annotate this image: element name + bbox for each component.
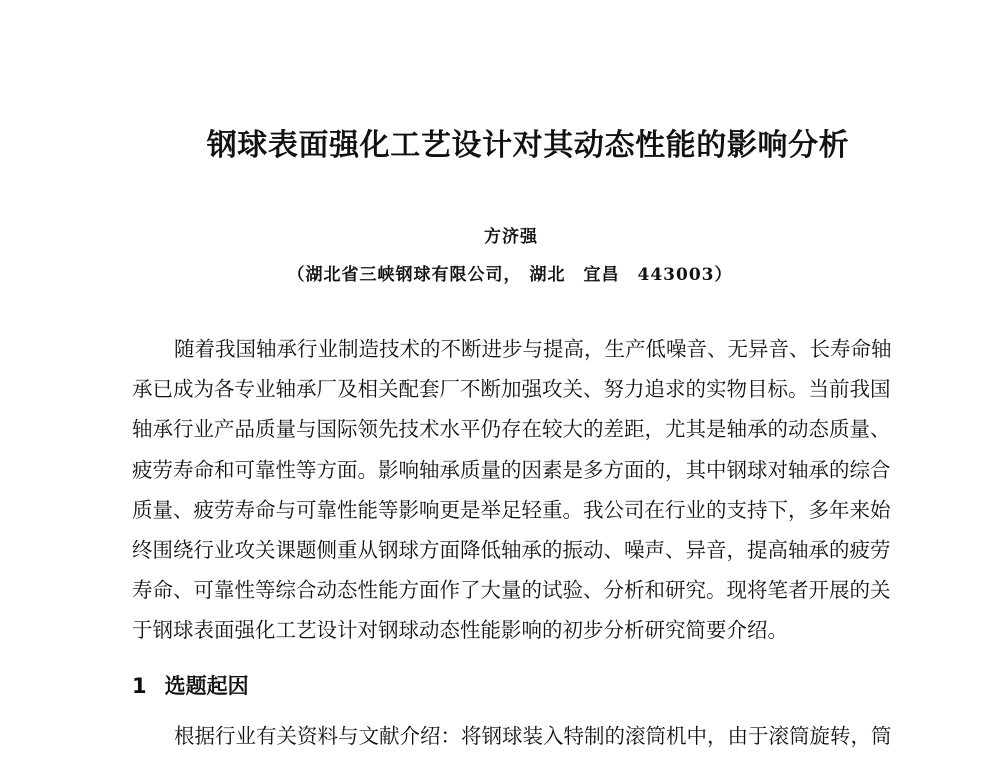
paragraph-line: 轴承行业产品质量与国际领先技术水平仍存在较大的差距，尤其是轴承的动态质量、: [132, 417, 891, 442]
section-title: 选题起因: [164, 674, 249, 698]
intro-paragraph: [132, 329, 892, 651]
section-paragraph-line: 根据行业有关资料与文献介绍：将钢球装入特制的滚筒机中，由于滚筒旋转，筒: [174, 724, 892, 748]
paragraph-line: 于钢球表面强化工艺设计对钢球动态性能影响的初步分析研究简要介绍。: [132, 618, 788, 643]
affiliation-city: 宜昌: [583, 265, 620, 285]
paragraph-line: 疲劳寿命和可靠性等方面。影响轴承质量的因素是多方面的，其中钢球对轴承的综合: [132, 457, 891, 482]
affiliation-postcode: 443003: [637, 265, 715, 285]
paragraph-line: 承已成为各专业轴承厂及相关配套厂不断加强攻关、努力追求的实物目标。当前我国: [132, 377, 891, 402]
affiliation-open-paren: （: [287, 265, 306, 285]
paragraph-line: 质量、疲劳寿命与可靠性能等影响更是举足轻重。我公司在行业的支持下，多年来始: [132, 497, 891, 522]
paper-title: 钢球表面强化工艺设计对其动态性能的影响分析: [206, 128, 850, 163]
section-number: 1: [132, 674, 147, 698]
affiliation-organization: 湖北省三峡钢球有限公司，: [305, 265, 522, 285]
author-name: 方济强: [484, 227, 538, 247]
paragraph-line: 随着我国轴承行业制造技术的不断进步与提高，生产低噪音、无异音、长寿命轴: [174, 337, 892, 361]
paragraph-line: 终围绕行业攻关课题侧重从钢球方面降低轴承的振动、噪声、异音，提高轴承的疲劳: [132, 538, 891, 563]
affiliation-close-paren: ）: [714, 265, 733, 285]
section-heading: [132, 672, 249, 700]
author-affiliation: [0, 264, 1000, 286]
affiliation-province: 湖北: [529, 265, 566, 285]
paragraph-line: 寿命、可靠性等综合动态性能方面作了大量的试验、分析和研究。现将笔者开展的关: [132, 578, 891, 603]
